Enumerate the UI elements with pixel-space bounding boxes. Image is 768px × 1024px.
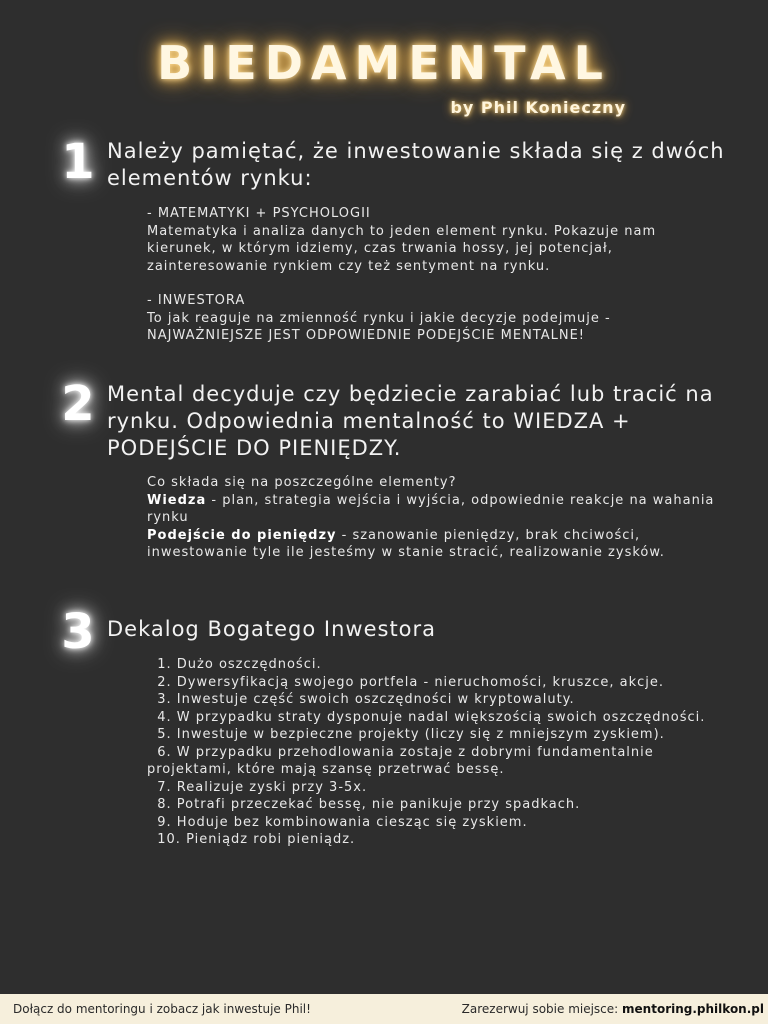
term-knowledge-label: Wiedza (147, 492, 207, 508)
section-body-3 (147, 656, 727, 849)
footer-cta-text: Dołącz do mentoringu i zobacz jak inwestuje Phil! (13, 1002, 311, 1016)
list-item: 8. Potrafi przeczekać bessę, nie panikuje przy spadkach. (147, 797, 581, 812)
term-knowledge-text: - plan, strategia wejścia i wyjścia, odpowiednie reakcje na wahania rynku (147, 492, 715, 525)
page-title: BIEDAMENTAL (157, 36, 611, 90)
section-body-1 (147, 205, 727, 345)
section-body-2 (147, 474, 727, 562)
block-title-math-psychology: - MATEMATYKI + PSYCHOLOGII (147, 206, 371, 221)
section-number-3: 3 (61, 604, 95, 660)
block-title-investor: - INWESTORA (147, 293, 246, 308)
footer-link[interactable]: mentoring.philkon.pl (622, 1002, 764, 1016)
section-intro: Co składa się na poszczególne elementy? (147, 475, 457, 490)
footer-reserve (462, 1002, 764, 1016)
section-heading-2: Mental decyduje czy będziecie zarabiać lub tracić na rynku. Odpowiednia mentalność to WIEDZA + PODEJŚCIE DO PIENIĘDZY. (107, 382, 714, 460)
list-item: 3. Inwestuje część swoich oszczędności w kryptowaluty. (147, 692, 575, 707)
section-heading-3: Dekalog Bogatego Inwestora (107, 617, 437, 641)
term-money-approach (147, 527, 727, 562)
decalogue-list (147, 656, 727, 849)
section-heading-1: Należy pamiętać, że inwestowanie składa się z dwóch elementów rynku: (107, 139, 725, 190)
author-byline: by Phil Konieczny (450, 98, 626, 117)
block-text-investor: To jak reaguje na zmienność rynku i jakie decyzje podejmuje - NAJWAŻNIEJSZE JEST ODPOWIEDNIE PODEJŚCIE MENTALNE! (147, 310, 611, 343)
term-knowledge (147, 492, 727, 527)
section-number-1: 1 (61, 134, 95, 190)
list-item: 5. Inwestuje w bezpieczne projekty (liczy się z mniejszym zyskiem). (147, 727, 665, 742)
list-item: 7. Realizuje zyski przy 3-5x. (147, 779, 368, 795)
block-text-math-psychology: Matematyka i analiza danych to jeden element rynku. Pokazuje nam kierunek, w którym idziemy, czas trwania hossy, jej potencjał, zainteresowanie rynkiem czy też sentyment na rynku. (147, 223, 657, 274)
list-item: 9. Hoduje bez kombinowania ciesząc się zyskiem. (147, 814, 528, 830)
footer-reserve-text: Zarezerwuj sobie miejsce: (461, 1002, 623, 1016)
list-item: 6. W przypadku przehodlowania zostaje z dobrymi fundamentalnie projektami, które mają szansę przetrwać bessę. (147, 744, 654, 777)
list-item: 1. Dużo oszczędności. (147, 657, 322, 672)
list-item: 4. W przypadku straty dysponuje nadal większością swoich oszczędności. (147, 709, 706, 725)
term-money-approach-text: - szanowanie pieniędzy, brak chciwości, inwestowanie tyle ile jesteśmy w stanie stracić, realizowanie zysków. (147, 527, 665, 560)
list-item: 10. Pieniądz robi pieniądz. (147, 832, 356, 847)
term-money-approach-label: Podejście do pieniędzy (147, 527, 337, 543)
list-item: 2. Dywersyfikacją swojego portfela - nieruchomości, kruszce, akcje. (147, 674, 665, 690)
footer-bar (0, 994, 768, 1024)
section-number-2: 2 (61, 376, 95, 432)
